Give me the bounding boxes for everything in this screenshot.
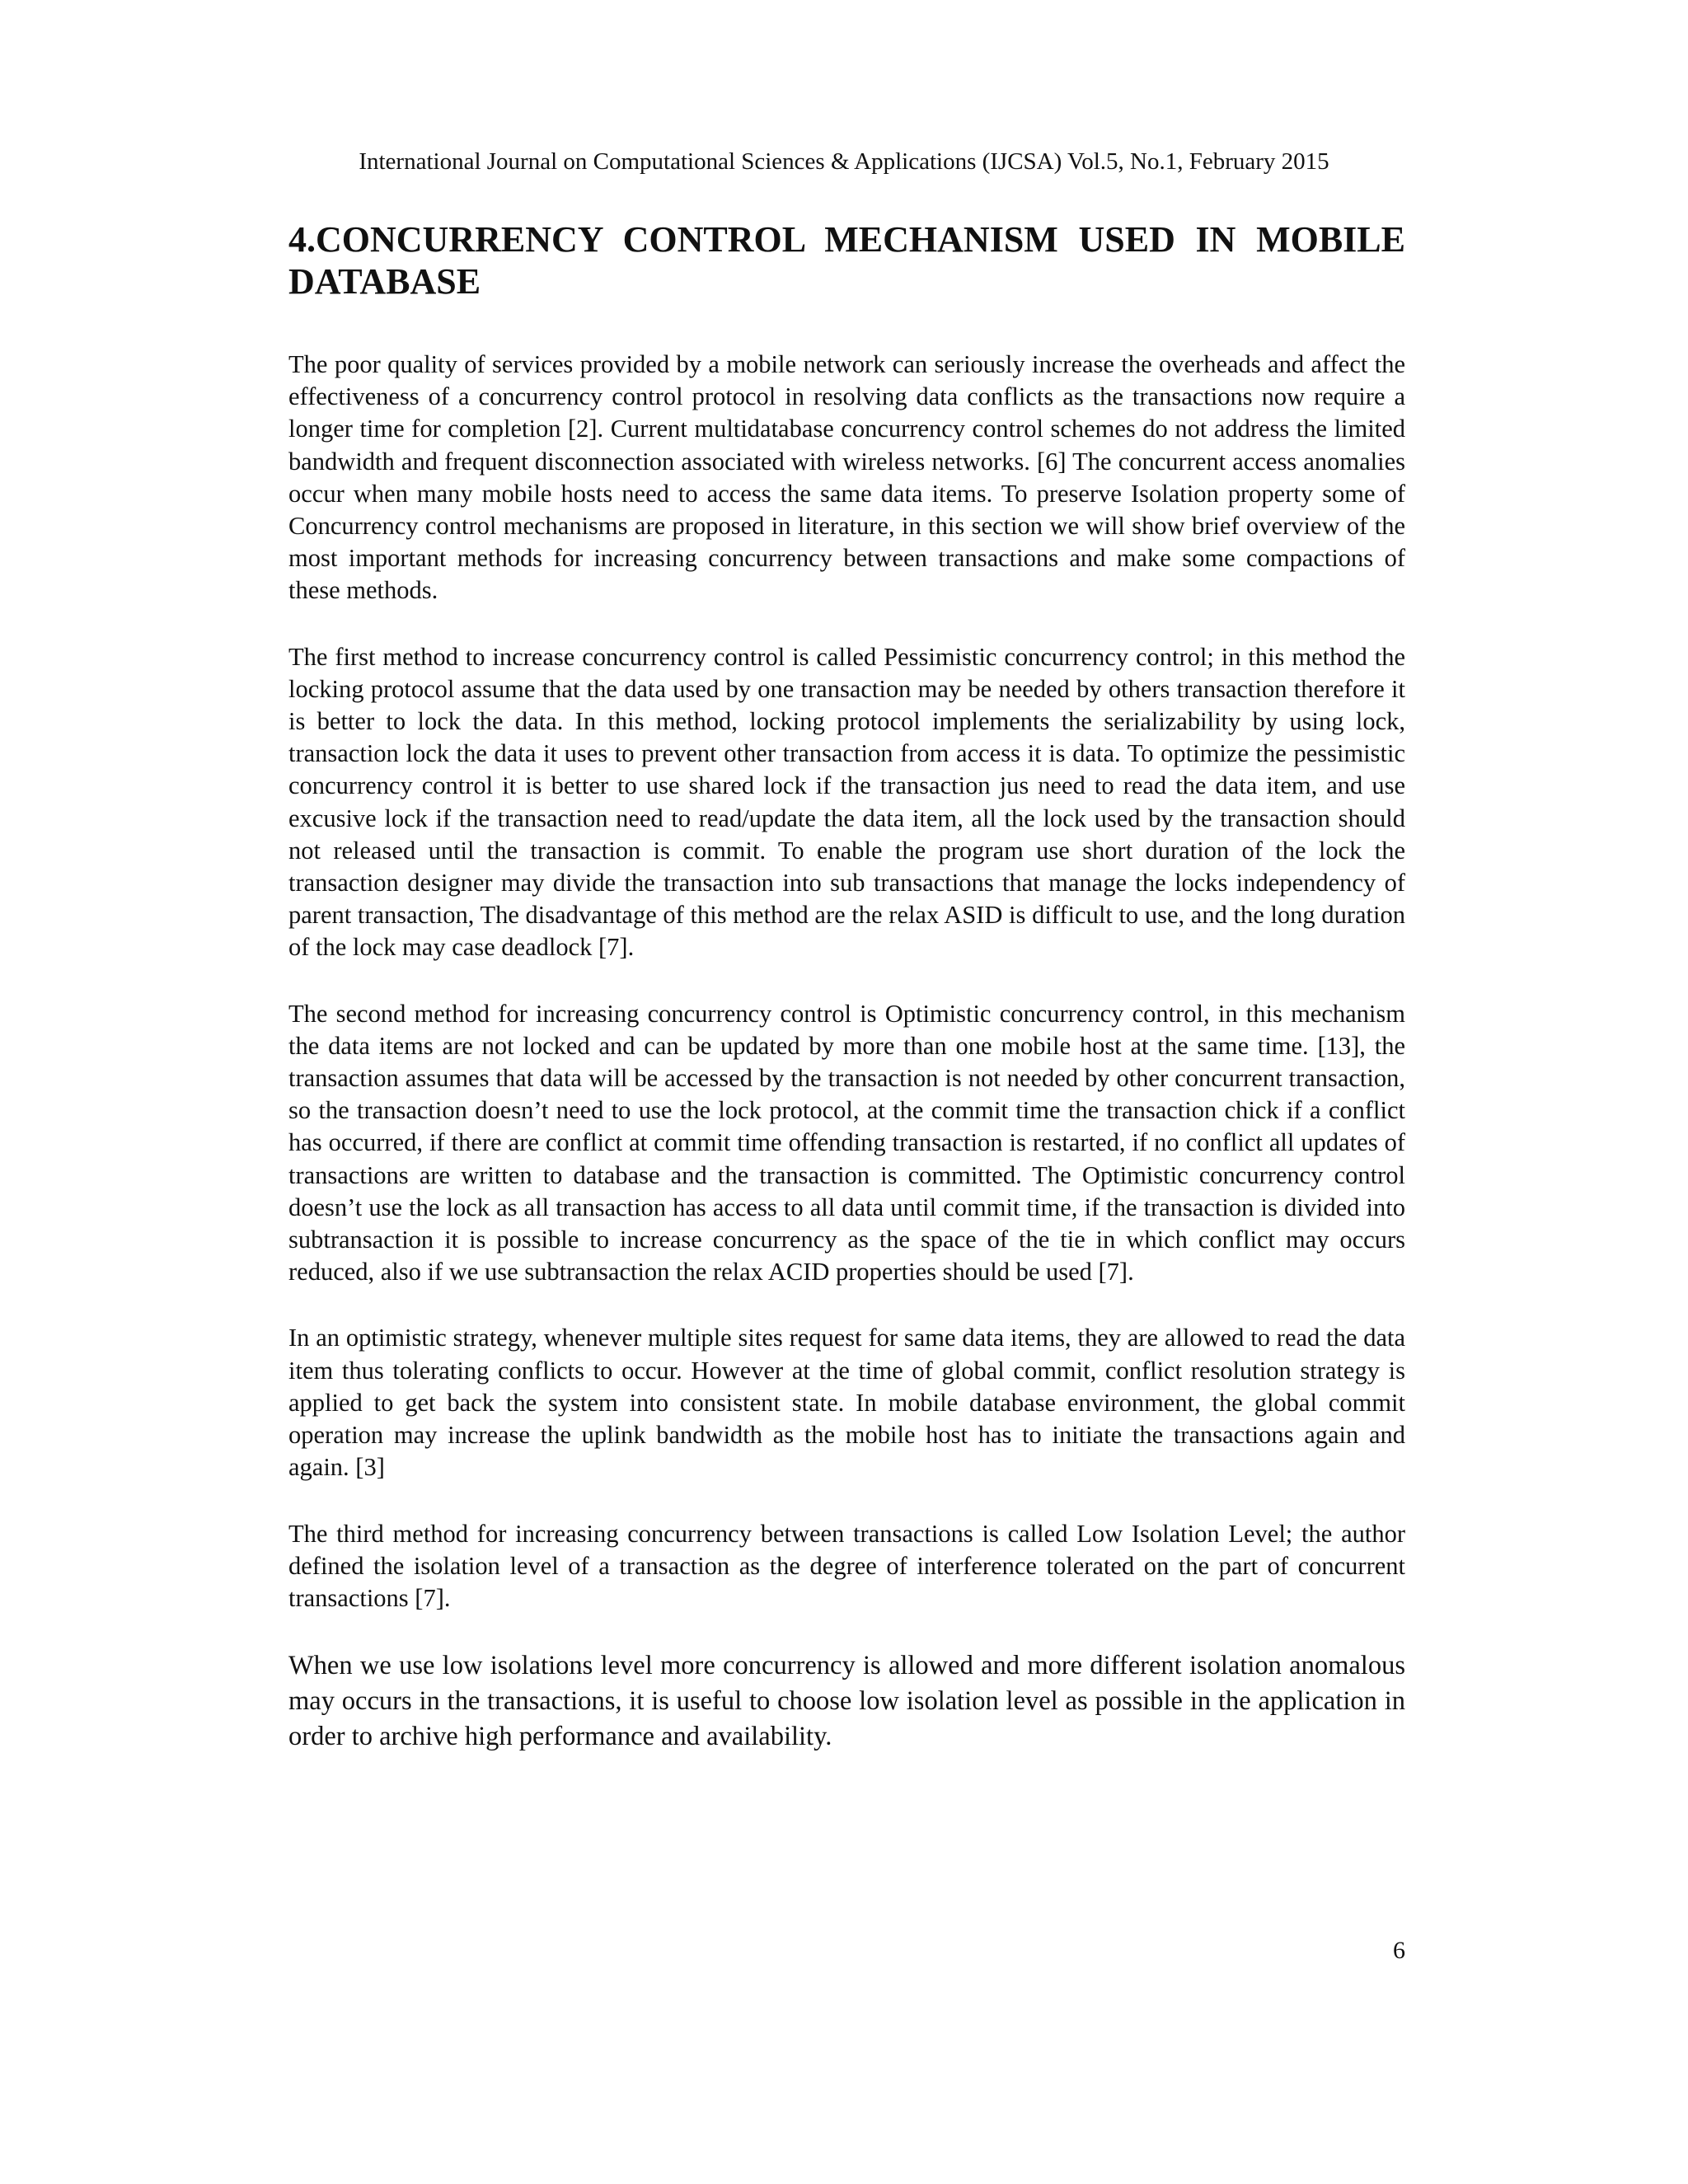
paragraph-low-isolation-conclusion: When we use low isolations level more concurrency is allowed and more different isolation anomalous may occurs in the transactions, it is useful to choose low isolation level as possible in the application in order to archive high performance and availability.	[288, 1651, 1405, 1752]
paragraph-overview: The poor quality of services provided by a mobile network can seriously increase the overheads and affect the effectiveness of a concurrency control protocol in resolving data conflicts as the transactions now require a longer time for completion [2]. Current multidatabase concurrency control schemes do not address the limited bandwidth and frequent disconnection associated with wireless networks. [6] The concurrent access anomalies occur when many mobile hosts need to access the same data items. To preserve Isolation property some of Concurrency control mechanisms are proposed in literature, in this section we will show brief overview of the most important methods for increasing concurrency between transactions and make some compactions of these methods.	[288, 350, 1405, 605]
page-number: 6	[1393, 1937, 1405, 1964]
paragraph-pessimistic-control: The first method to increase concurrency control is called Pessimistic concurrency control; in this method the locking protocol assume that the data used by one transaction may be needed by others transaction therefore it is better to lock the data. In this method, locking protocol implements the serializability by using lock, transaction lock the data it uses to prevent other transaction from access it is data. To optimize the pessimistic concurrency control it is better to use shared lock if the transaction jus need to read the data item, and use excusive lock if the transaction need to read/update the data item, all the lock used by the transaction should not released until the transaction is commit. To enable the program use short duration of the lock the transaction designer may divide the transaction into sub transactions that manage the locks independency of parent transaction, The disadvantage of this method are the relax ASID is difficult to use, and the long duration of the lock may case deadlock [7].	[288, 642, 1405, 962]
section-heading: 4.CONCURRENCY CONTROL MECHANISM USED IN MOBILE DATABASE	[288, 219, 1405, 302]
paragraph-optimistic-control: The second method for increasing concurrency control is Optimistic concurrency control, in this mechanism the data items are not locked and can be updated by more than one mobile host at the same time. [13], the transaction assumes that data will be accessed by the transaction is not needed by other concurrent transaction, so the transaction doesn’t need to use the lock protocol, at the commit time the transaction chick if a conflict has occurred, if there are conflict at commit time offending transaction is restarted, if no conflict all updates of transactions are written to database and the transaction is committed. The Optimistic concurrency control doesn’t use the lock as all transaction has access to all data until commit time, if the transaction is divided into subtransaction it is possible to increase concurrency as the space of the tie in which conflict may occurs reduced, also if we use subtransaction the relax ACID properties should be used [7].	[288, 999, 1405, 1286]
running-header: International Journal on Computational Sciences & Applications (IJCSA) Vol.5, No.1, February 2015	[359, 148, 1329, 175]
paragraph-low-isolation-level: The third method for increasing concurrency between transactions is called Low Isolation Level; the author defined the isolation level of a transaction as the degree of interference tolerated on the part of concurrent transactions [7].	[288, 1519, 1405, 1612]
page-content	[288, 218, 1405, 1788]
paragraph-optimistic-strategy: In an optimistic strategy, whenever multiple sites request for same data items, they are allowed to read the data item thus tolerating conflicts to occur. However at the time of global commit, conflict resolution strategy is applied to get back the system into consistent state. In mobile database environment, the global commit operation may increase the uplink bandwidth as the mobile host has to initiate the transactions again and again. [3]	[288, 1324, 1405, 1482]
